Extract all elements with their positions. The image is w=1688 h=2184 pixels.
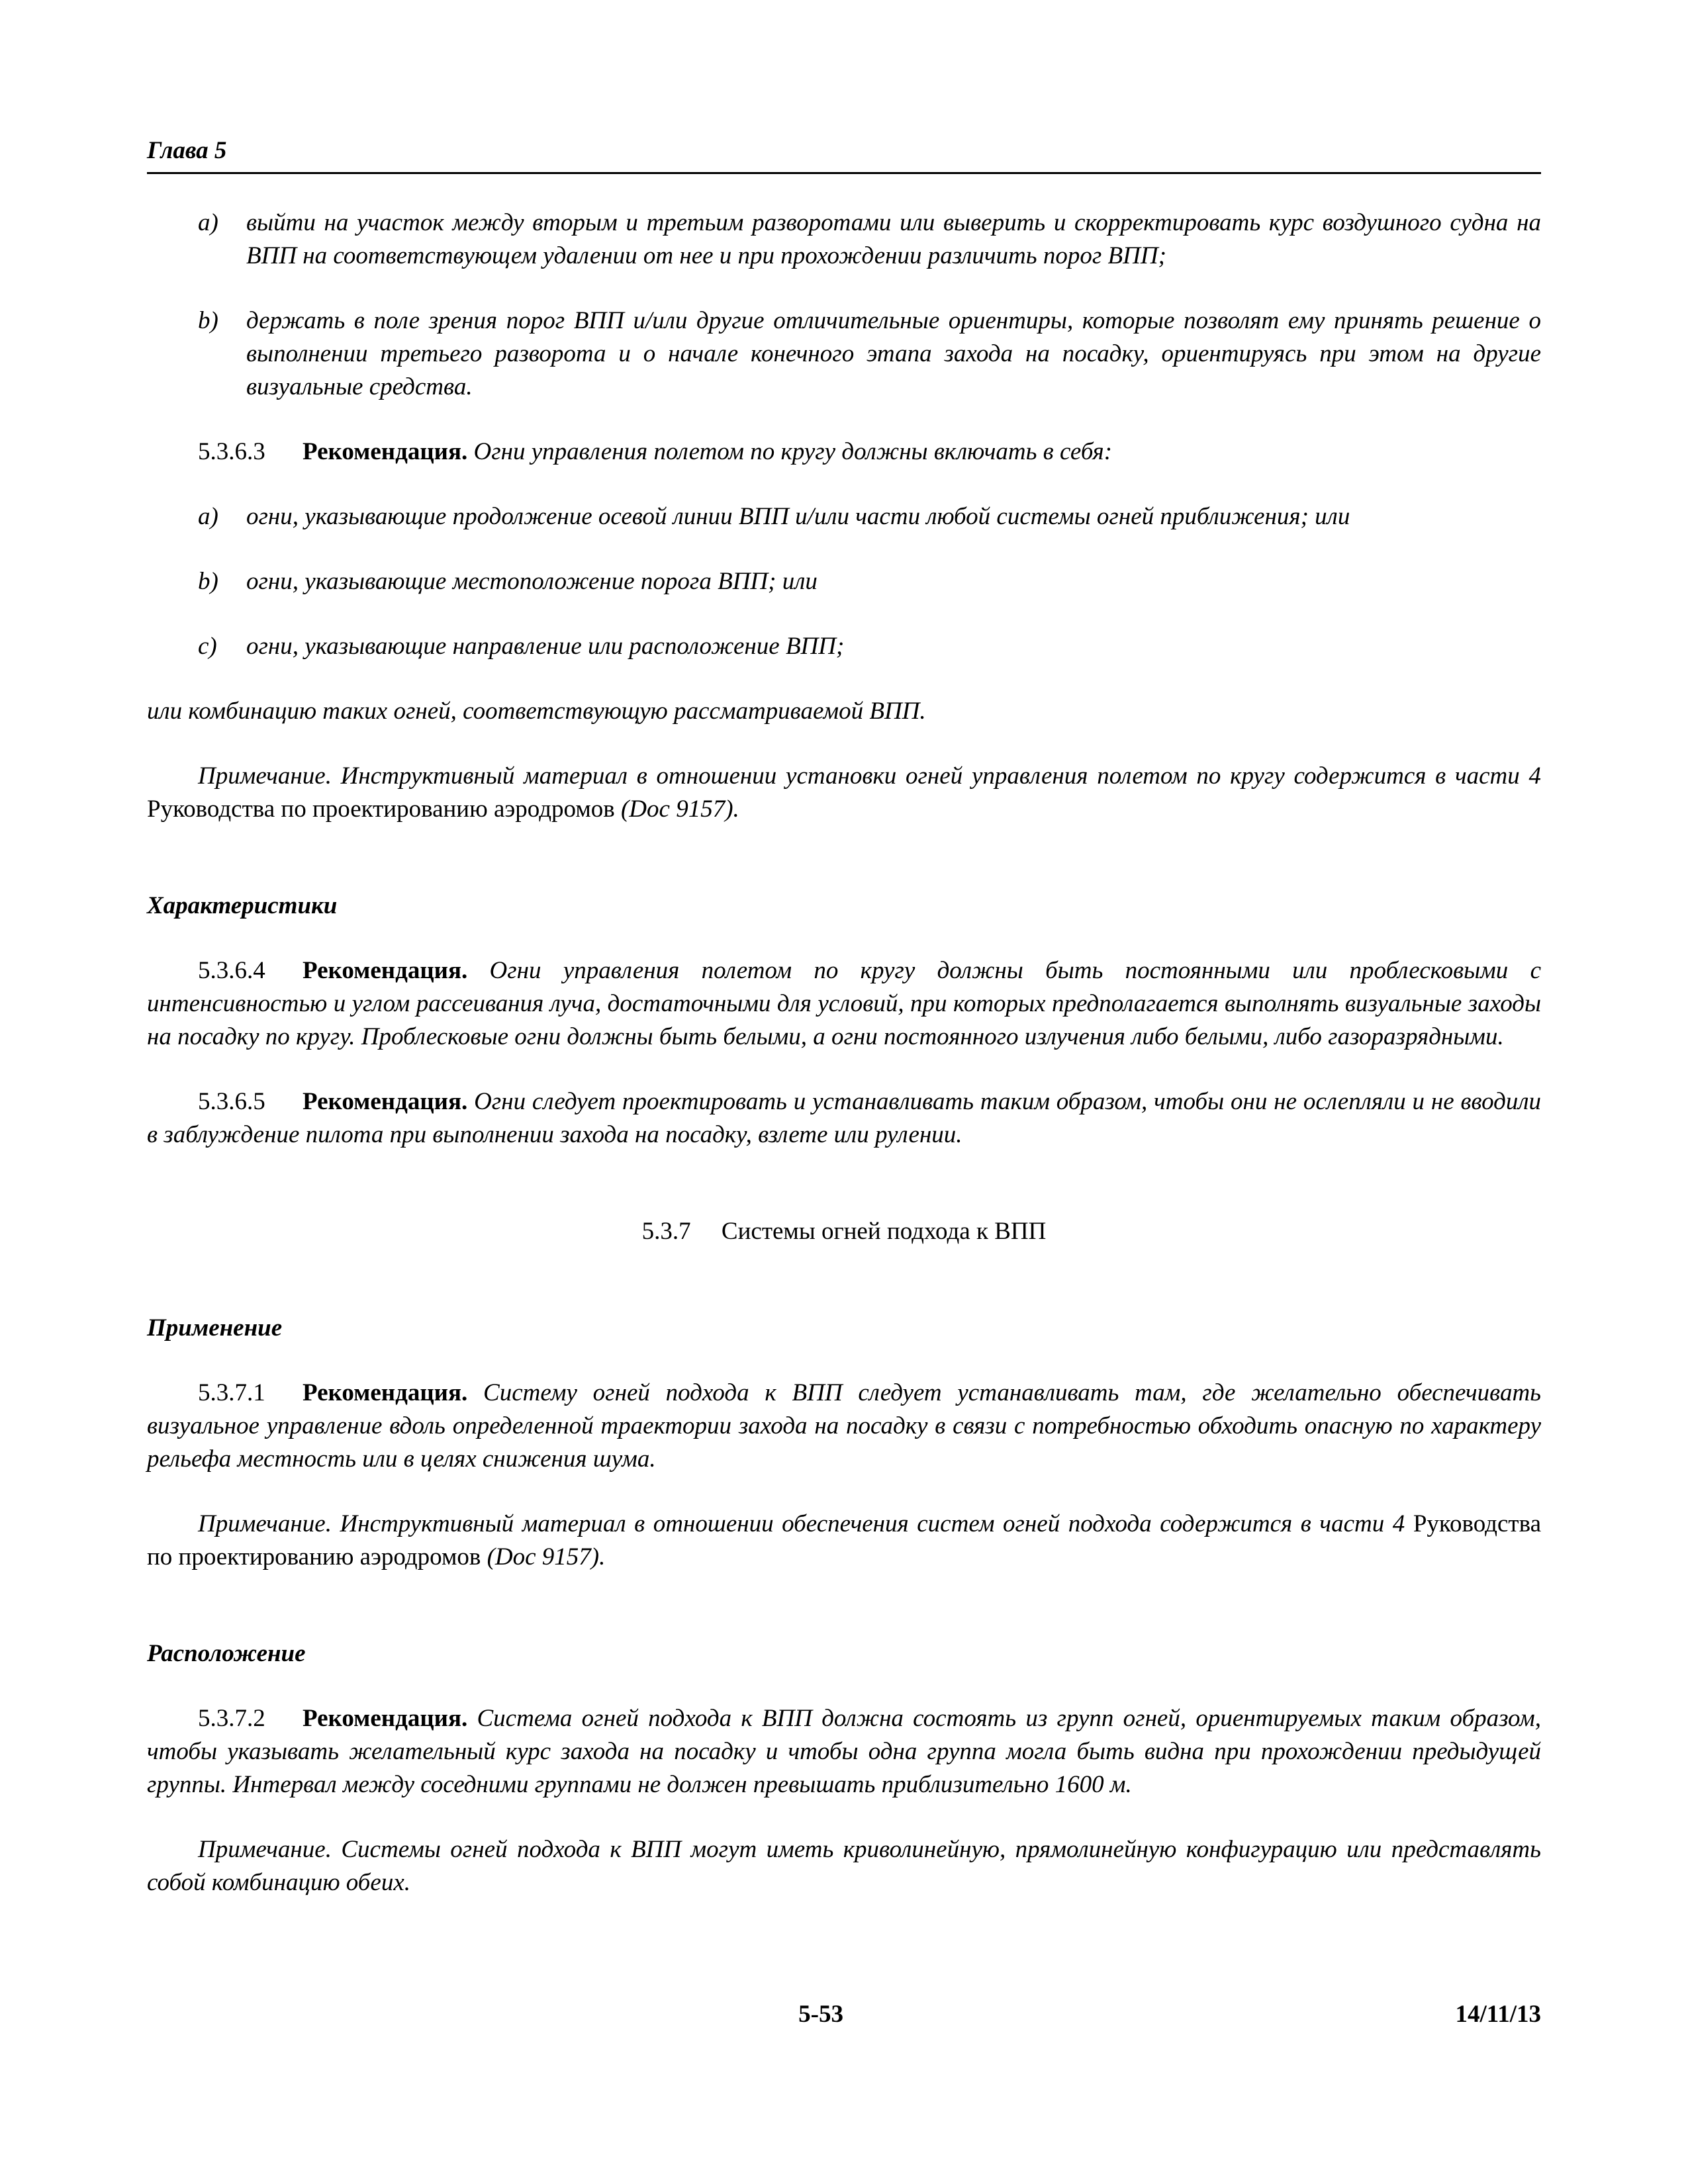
paragraph-5-3-7-1 xyxy=(147,1377,1541,1476)
paragraph-5-3-7-2 xyxy=(147,1702,1541,1801)
page-footer xyxy=(147,2000,1541,2033)
recommendation-label: Рекомендация. xyxy=(303,438,468,465)
list-marker: c) xyxy=(198,633,217,660)
paragraph-number: 5.3.6.3 xyxy=(198,438,265,465)
list-item xyxy=(147,565,1541,598)
section-title: Системы огней подхода к ВПП xyxy=(721,1218,1047,1245)
paragraph-text: Огни следует проектировать и устанавливать таким образом, чтобы они не ослепляли и не вводили в заблуждение пилота при выполнении захода на посадку, взлете или рулении. xyxy=(147,1088,1541,1148)
list-item xyxy=(147,206,1541,273)
chapter-title: Глава 5 xyxy=(147,137,227,164)
list-marker: b) xyxy=(198,307,218,334)
paragraph-text: Систему огней подхода к ВПП следует устанавливать там, где желательно обеспечивать визуальное управление вдоль определенной траектории захода на посадку в связи с потребностью обходить опасную по характеру рельефа местность или в целях снижения шума. xyxy=(147,1379,1542,1473)
paragraph-5-3-6-5 xyxy=(147,1085,1541,1152)
subheading-location: Расположение xyxy=(147,1640,306,1667)
list-conclusion: или комбинацию таких огней, соответствующую рассматриваемой ВПП. xyxy=(147,698,926,725)
list-item xyxy=(147,630,1541,663)
list-marker: b) xyxy=(198,568,218,595)
list-item-text: огни, указывающие местоположение порога ВПП; или xyxy=(246,568,818,595)
recommendation-label: Рекомендация. xyxy=(303,1379,468,1406)
recommendation-label: Рекомендация. xyxy=(303,957,468,984)
document-body xyxy=(147,206,1541,1899)
section-heading-5-3-7 xyxy=(147,1215,1541,1248)
document-title: Руководства по проектированию аэродромов xyxy=(147,1510,1541,1570)
paragraph-5-3-6-3 xyxy=(147,435,1541,469)
paragraph-number: 5.3.7.1 xyxy=(198,1379,265,1406)
note: Примечание. Системы огней подхода к ВПП могут иметь криволинейную, прямолинейную конфигурацию или представлять собой комбинацию обеих. xyxy=(147,1836,1541,1896)
paragraph-text: Система огней подхода к ВПП должна состоять из групп огней, ориентируемых таким образом, чтобы указывать желательный курс захода на посадку и чтобы одна группа могла быть видна при прохождении предыдущей группы. Интервал между соседними группами не должен превышать приблизительно 1600 м. xyxy=(147,1705,1542,1798)
note-text: Примечание. Инструктивный материал в отношении установки огней управления полетом по кругу содержится в части 4 xyxy=(198,762,1541,790)
page-header xyxy=(147,131,1541,174)
paragraph-number: 5.3.6.4 xyxy=(198,957,265,984)
paragraph-text: Огни управления полетом по кругу должны быть постоянными или проблесковыми с интенсивностью и углом рассеивания луча, достаточными для условий, при которых предполагается выполнять визуальные заходы на посадку по кругу. Проблесковые огни должны быть белыми, а огни постоянного излучения либо белыми, либо газоразрядными. xyxy=(147,957,1542,1050)
document-title: Руководства по проектированию аэродромов xyxy=(147,796,615,823)
paragraph-text: Огни управления полетом по кругу должны включать в себя: xyxy=(473,438,1113,465)
list-item-text: выйти на участок между вторым и третьим разворотами или выверить и скорректировать курс воздушного судна на ВПП на соответствующем удалении от нее и при прохождении различить порог ВПП; xyxy=(246,209,1541,269)
page-date: 14/11/13 xyxy=(1455,2001,1541,2028)
list-item xyxy=(147,500,1541,533)
section-number: 5.3.7 xyxy=(641,1218,691,1245)
note-text: Примечание. Инструктивный материал в отношении обеспечения систем огней подхода содержится в части 4 xyxy=(198,1510,1405,1537)
document-reference: (Doc 9157). xyxy=(620,796,739,823)
paragraph-5-3-6-4 xyxy=(147,954,1541,1054)
note xyxy=(147,760,1541,826)
list-item-text: огни, указывающие продолжение осевой линии ВПП и/или части любой системы огней приближения; или xyxy=(246,503,1350,530)
note xyxy=(147,1508,1541,1574)
recommendation-label: Рекомендация. xyxy=(303,1088,468,1115)
paragraph-number: 5.3.7.2 xyxy=(198,1705,265,1732)
list-item-text: огни, указывающие направление или расположение ВПП; xyxy=(246,633,845,660)
subheading-characteristics: Характеристики xyxy=(147,892,338,919)
document-reference: (Doc 9157). xyxy=(487,1543,606,1570)
list-item-text: держать в поле зрения порог ВПП и/или другие отличительные ориентиры, которые позволят ему принять решение о выполнении третьего разворота и о начале конечного этапа захода на посадку, ориентируясь при этом на другие визуальные средства. xyxy=(246,307,1541,400)
subheading-application: Применение xyxy=(147,1314,283,1342)
list-item xyxy=(147,304,1541,404)
recommendation-label: Рекомендация. xyxy=(303,1705,468,1732)
document-page xyxy=(147,0,1541,2184)
list-marker: a) xyxy=(198,503,218,530)
page-number: 5-53 xyxy=(798,2001,843,2028)
paragraph-number: 5.3.6.5 xyxy=(198,1088,265,1115)
list-marker: a) xyxy=(198,209,218,236)
